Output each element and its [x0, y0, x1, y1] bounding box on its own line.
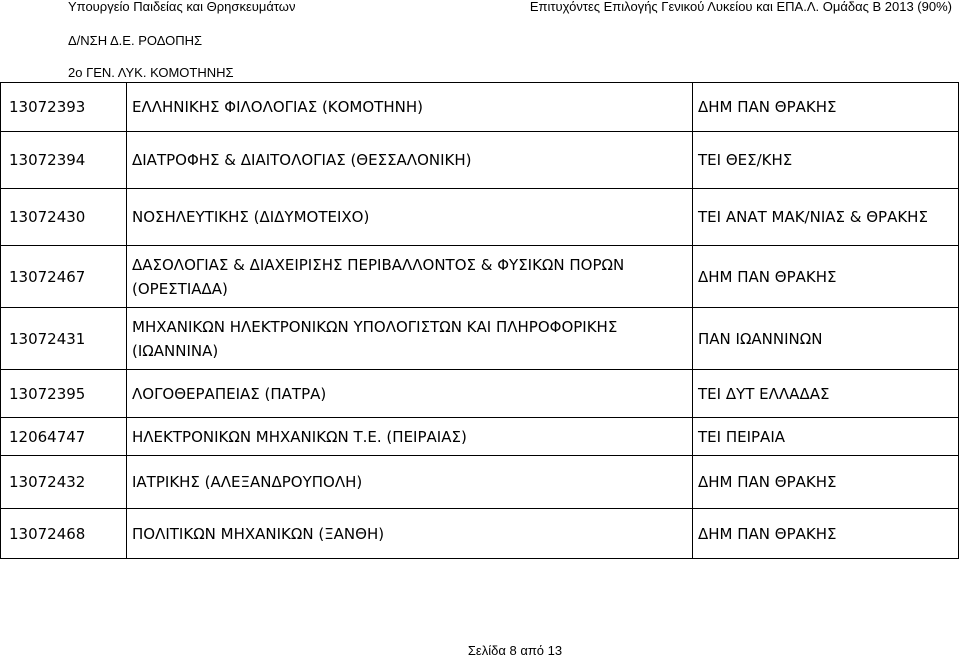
- table-row: [1, 308, 959, 370]
- institution-name: ΤΕΙ ΠΕΙΡΑΙΑ: [693, 418, 959, 456]
- directorate-name: Δ/ΝΣΗ Δ.Ε. ΡΟΔΟΠΗΣ: [68, 33, 203, 48]
- school-name: 2ο ΓΕΝ. ΛΥΚ. ΚΟΜΟΤΗΝΗΣ: [68, 65, 234, 80]
- department-code: 13072431: [1, 308, 127, 370]
- department-name: ΔΑΣΟΛΟΓΙΑΣ & ΔΙΑΧΕΙΡΙΣΗΣ ΠΕΡΙΒΑΛΛΟΝΤΟΣ & ΦΥΣΙΚΩΝ ΠΟΡΩΝ (ΟΡΕΣΤΙΑΔΑ): [127, 246, 693, 308]
- department-name: ΛΟΓΟΘΕΡΑΠΕΙΑΣ (ΠΑΤΡΑ): [127, 370, 693, 418]
- institution-name: ΔΗΜ ΠΑΝ ΘΡΑΚΗΣ: [693, 456, 959, 509]
- department-code: 13072432: [1, 456, 127, 509]
- table-row: [1, 370, 959, 418]
- department-name: ΠΟΛΙΤΙΚΩΝ ΜΗΧΑΝΙΚΩΝ (ΞΑΝΘΗ): [127, 509, 693, 559]
- department-code: 13072395: [1, 370, 127, 418]
- department-name: ΜΗΧΑΝΙΚΩΝ ΗΛΕΚΤΡΟΝΙΚΩΝ ΥΠΟΛΟΓΙΣΤΩΝ ΚΑΙ ΠΛΗΡΟΦΟΡΙΚΗΣ (ΙΩΑΝΝΙΝΑ): [127, 308, 693, 370]
- department-code: 13072430: [1, 189, 127, 246]
- institution-name: ΔΗΜ ΠΑΝ ΘΡΑΚΗΣ: [693, 83, 959, 132]
- department-name: ΔΙΑΤΡΟΦΗΣ & ΔΙΑΙΤΟΛΟΓΙΑΣ (ΘΕΣΣΑΛΟΝΙΚΗ): [127, 132, 693, 189]
- results-table: [0, 82, 959, 559]
- table-row: [1, 246, 959, 308]
- department-code: 12064747: [1, 418, 127, 456]
- table-row: [1, 132, 959, 189]
- institution-name: ΠΑΝ ΙΩΑΝΝΙΝΩΝ: [693, 308, 959, 370]
- table-row: [1, 83, 959, 132]
- department-code: 13072467: [1, 246, 127, 308]
- department-name: ΗΛΕΚΤΡΟΝΙΚΩΝ ΜΗΧΑΝΙΚΩΝ Τ.Ε. (ΠΕΙΡΑΙΑΣ): [127, 418, 693, 456]
- table-row: [1, 418, 959, 456]
- department-name: ΕΛΛΗΝΙΚΗΣ ΦΙΛΟΛΟΓΙΑΣ (ΚΟΜΟΤΗΝΗ): [127, 83, 693, 132]
- institution-name: ΤΕΙ ΑΝΑΤ ΜΑΚ/ΝΙΑΣ & ΘΡΑΚΗΣ: [693, 189, 959, 246]
- department-code: 13072394: [1, 132, 127, 189]
- ministry-title: Υπουργείο Παιδείας και Θρησκευμάτων: [68, 0, 296, 14]
- page-number: Σελίδα 8 από 13: [467, 643, 563, 658]
- table-row: [1, 456, 959, 509]
- table-row: [1, 509, 959, 559]
- institution-name: ΤΕΙ ΔΥΤ ΕΛΛΑΔΑΣ: [693, 370, 959, 418]
- department-name: ΝΟΣΗΛΕΥΤΙΚΗΣ (ΔΙΔΥΜΟΤΕΙΧΟ): [127, 189, 693, 246]
- table-row: [1, 189, 959, 246]
- report-subtitle: Επιτυχόντες Επιλογής Γενικού Λυκείου και ΕΠΑ.Λ. Ομάδας Β 2013 (90%): [529, 0, 952, 14]
- department-code: 13072468: [1, 509, 127, 559]
- department-code: 13072393: [1, 83, 127, 132]
- institution-name: ΔΗΜ ΠΑΝ ΘΡΑΚΗΣ: [693, 509, 959, 559]
- department-name: ΙΑΤΡΙΚΗΣ (ΑΛΕΞΑΝΔΡΟΥΠΟΛΗ): [127, 456, 693, 509]
- institution-name: ΔΗΜ ΠΑΝ ΘΡΑΚΗΣ: [693, 246, 959, 308]
- institution-name: ΤΕΙ ΘΕΣ/ΚΗΣ: [693, 132, 959, 189]
